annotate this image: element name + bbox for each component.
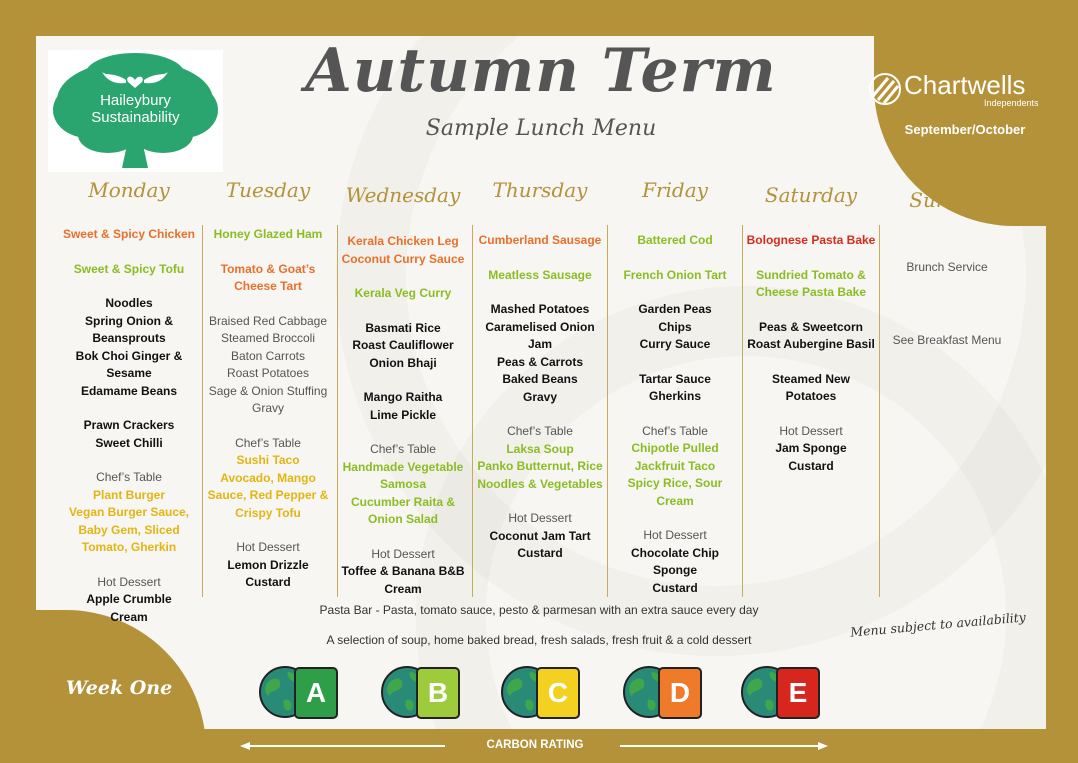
menu-item: Spring Onion & [85, 313, 173, 328]
menu-item: Onion Salad [367, 512, 438, 526]
menu-item: Garden Peas [638, 302, 712, 316]
menu-item: Sage & Onion Stuffing [208, 383, 328, 398]
menu-item: Hot Dessert [236, 540, 300, 554]
menu-item: Hot Dessert [371, 546, 435, 561]
page-subtitle: Sample Lunch Menu [425, 116, 657, 141]
selection-note: A selection of soup, home baked bread, fresh salads, fresh fruit & a cold dessert [326, 633, 752, 647]
menu-item: Edamame Beans [80, 383, 178, 398]
menu-item: Cumberland Sausage [478, 233, 602, 247]
column-divider [742, 225, 743, 597]
menu-item: Sundried Tomato & [756, 267, 866, 282]
menu-item: Spicy Rice, Sour [627, 476, 723, 490]
menu-item: Tomato, Gherkin [81, 540, 177, 554]
menu-item: Brunch Service [906, 260, 988, 274]
menu-item: Lemon Drizzle [227, 557, 309, 572]
menu-item: Steamed New [771, 371, 851, 386]
menu-item: Baby Gem, Sliced [78, 522, 180, 537]
menu-item: Battered Cod [637, 233, 713, 247]
menu-item: Chipotle Pulled [631, 441, 719, 455]
menu-item: French Onion Tart [623, 267, 727, 282]
day-menu-column [880, 259, 1014, 349]
menu-item: Meatless Sausage [488, 267, 592, 282]
menu-item: Sweet & Spicy Chicken [62, 227, 196, 241]
menu-item: Roast Aubergine Basil [747, 337, 875, 351]
day-header: Friday [642, 178, 708, 202]
menu-item: Sponge [653, 563, 697, 577]
column-divider [337, 225, 338, 597]
menu-item: Cream [656, 493, 694, 508]
menu-item: Roast Cauliflower [352, 338, 454, 352]
column-divider [202, 225, 203, 597]
arrow-left-icon [240, 742, 250, 750]
column-divider [607, 225, 608, 597]
menu-item: Chef’s Table [642, 423, 708, 438]
carbon-rating-badge [258, 664, 338, 719]
menu-item: Prawn Crackers [83, 418, 175, 432]
day-header: Monday [88, 178, 170, 202]
arrow-right-icon [818, 742, 828, 750]
rating-letter: C [536, 667, 580, 719]
carbon-rating-badge [740, 664, 820, 719]
menu-item: Noodles [105, 296, 153, 310]
menu-item: Chef’s Table [370, 442, 436, 456]
menu-item: Peas & Carrots [496, 354, 584, 369]
day-header: Thursday [492, 178, 588, 202]
menu-item: Plant Burger [92, 487, 165, 502]
menu-item: Panko Butternut, Rice [477, 459, 603, 473]
pasta-bar-note: Pasta Bar - Pasta, tomato sauce, pesto & parmesan with an extra sauce every day [319, 603, 759, 617]
menu-item: Tomato & Goat’s [220, 261, 316, 276]
menu-item: Jam [527, 337, 553, 351]
menu-item: Gravy [522, 389, 558, 404]
menu-item: Chocolate Chip [630, 545, 719, 560]
menu-item: Cucumber Raita & [350, 494, 456, 509]
rating-letter: E [776, 667, 820, 719]
menu-item: Mango Raitha [363, 390, 443, 404]
day-header: Saturday [764, 183, 858, 207]
menu-item: Custard [517, 546, 563, 560]
menu-item: Apple Crumble [86, 592, 172, 606]
menu-item: Braised Red Cabbage [208, 313, 328, 328]
menu-item: Jackfruit Taco [634, 458, 716, 473]
menu-item: Cream [384, 581, 422, 596]
day-menu-column [744, 232, 878, 475]
brand-sub: Independents [984, 98, 1039, 108]
menu-item: Coconut Curry Sauce [341, 251, 465, 266]
carbon-rating-badge [380, 664, 460, 719]
menu-item: Curry Sauce [639, 337, 711, 351]
menu-item: See Breakfast Menu [892, 332, 1002, 347]
menu-item: Basmati Rice [365, 320, 441, 335]
menu-item: Steamed Broccoli [220, 331, 316, 345]
menu-item: Crispy Tofu [235, 505, 301, 520]
menu-item: Chef’s Table [96, 470, 162, 484]
menu-item: Laksa Soup [506, 441, 574, 456]
menu-item: Cheese Pasta Bake [755, 285, 867, 299]
menu-item: Tartar Sauce [639, 371, 711, 386]
menu-item: Custard [788, 458, 834, 473]
carbon-rating-label: CARBON RATING [486, 739, 584, 751]
day-menu-column [201, 226, 335, 592]
menu-item: Lime Pickle [369, 407, 437, 422]
menu-period: September/October [904, 122, 1026, 137]
week-label: Week One [66, 677, 173, 699]
day-header: Tuesday [225, 178, 311, 202]
day-header: Sunday [909, 188, 985, 212]
menu-item: Cream [110, 609, 148, 624]
menu-item: Chef’s Table [235, 435, 301, 450]
menu-item: Samosa [379, 477, 427, 491]
menu-item: Jam Sponge [775, 441, 847, 455]
menu-item: Hot Dessert [508, 511, 572, 525]
menu-item: Cheese Tart [234, 279, 302, 293]
menu-item: Onion Bhaji [369, 355, 437, 370]
availability-note: Menu subject to availability [849, 609, 1027, 640]
haileybury-sustainability-logo [48, 50, 223, 172]
menu-item: Kerala Veg Curry [354, 286, 452, 300]
menu-item: Avocado, Mango [220, 470, 316, 485]
menu-item: Potatoes [785, 389, 837, 403]
menu-item: Sweet & Spicy Tofu [73, 261, 185, 276]
menu-item: Peas & Sweetcorn [758, 319, 864, 334]
column-divider [879, 225, 880, 597]
menu-item: Baked Beans [502, 372, 578, 386]
menu-item: Baton Carrots [230, 348, 306, 363]
day-menu-column [608, 232, 742, 597]
menu-item: Custard [652, 580, 698, 595]
menu-item: Chips [658, 319, 692, 334]
column-divider [472, 225, 473, 597]
week-corner [36, 610, 206, 729]
menu-item: Sushi Taco [236, 453, 300, 467]
page-title: Autumn Term [305, 36, 777, 106]
menu-item: Sauce, Red Pepper & [207, 488, 329, 502]
day-menu-column [336, 233, 470, 598]
rating-letter: B [416, 667, 460, 719]
menu-item: Coconut Jam Tart [489, 528, 591, 543]
menu-item: Hot Dessert [97, 574, 161, 589]
menu-item: Kerala Chicken Leg [347, 234, 459, 248]
menu-item: Sweet Chilli [95, 435, 163, 450]
menu-item: Beansprouts [92, 331, 166, 345]
menu-item: Roast Potatoes [226, 366, 310, 380]
menu-item: Handmade Vegetable [342, 459, 464, 474]
rating-letter: A [294, 667, 338, 719]
carbon-rating-badge [622, 664, 702, 719]
menu-item: Sesame [106, 366, 152, 380]
menu-item: Noodles & Vegetables [477, 476, 603, 491]
menu-item: Vegan Burger Sauce, [68, 505, 190, 519]
menu-item: Mashed Potatoes [490, 302, 590, 316]
logo-line-2: Sustainability [91, 109, 180, 126]
menu-item: Gravy [251, 401, 284, 415]
day-menu-column [473, 232, 607, 563]
menu-item: Bolognese Pasta Bake [746, 233, 876, 247]
day-header: Wednesday [345, 183, 461, 207]
logo-line-1: Haileybury [100, 92, 171, 109]
day-menu-column [62, 226, 196, 626]
menu-item: Chef’s Table [507, 424, 573, 438]
menu-item: Caramelised Onion [485, 319, 595, 334]
menu-item: Hot Dessert [779, 423, 843, 438]
carbon-rating-badge [500, 664, 580, 719]
menu-item: Custard [245, 575, 291, 589]
menu-item: Bok Choi Ginger & [75, 348, 183, 363]
chartwells-logo [868, 70, 1048, 110]
rating-letter: D [658, 667, 702, 719]
chartwells-mark-icon [868, 72, 902, 106]
menu-item: Gherkins [648, 389, 702, 403]
menu-item: Honey Glazed Ham [213, 227, 323, 241]
menu-item: Toffee & Banana B&B [341, 564, 465, 578]
brand-name: Chartwells [904, 70, 1026, 100]
menu-item: Hot Dessert [643, 528, 707, 542]
